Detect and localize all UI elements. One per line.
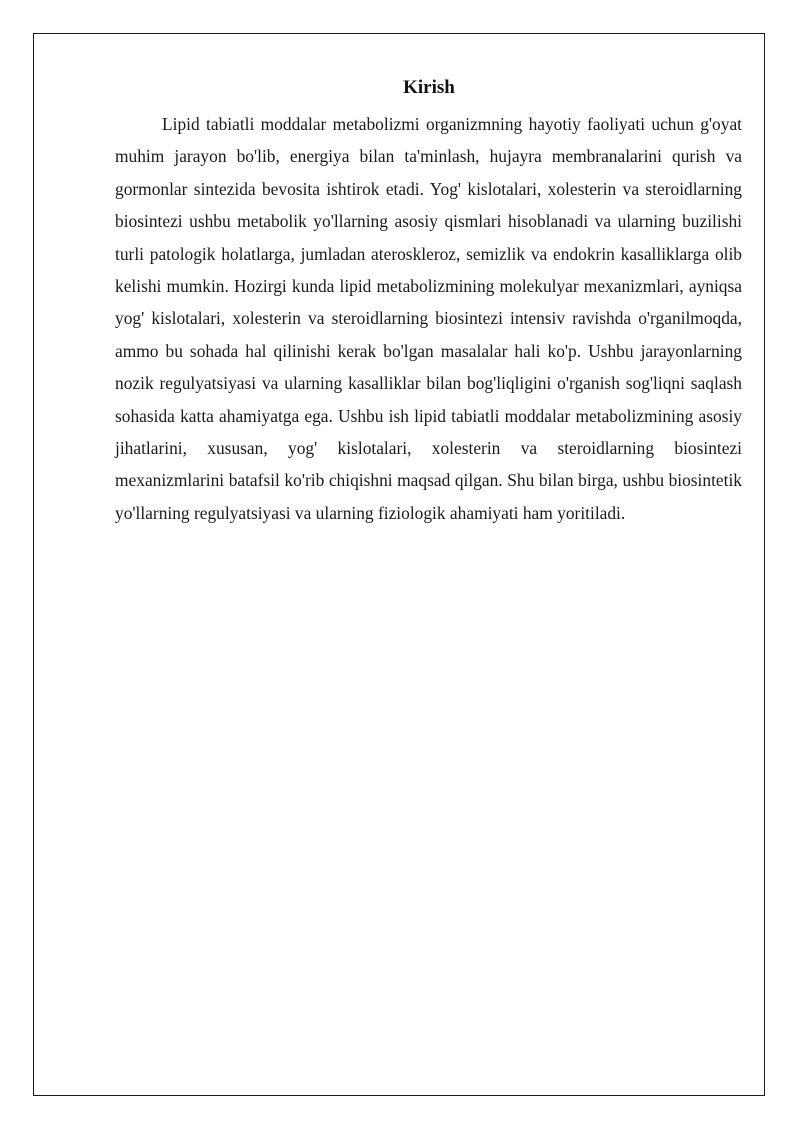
- page-title: Kirish: [403, 77, 455, 98]
- intro-paragraph: Lipid tabiatli moddalar metabolizmi organizmning hayotiy faoliyati uchun g'oyat muhim jarayon bo'lib, energiya bilan ta'minlash, hujayra membranalarini qurish va gormonlar sintezida bevosita ishtirok etadi. Yog' kislotalari, xolesterin va steroidlarning biosintezi ushbu metabolik yo'llarning asosiy qismlari hisoblanadi va ularning buzilishi turli patologik holatlarga, jumladan ateroskleroz, semizlik va endokrin kasalliklarga olib kelishi mumkin. Hozirgi kunda lipid metabolizmining molekulyar mexanizmlari, ayniqsa yog' kislotalari, xolesterin va steroidlarning biosintezi intensiv ravishda o'rganilmoqda, ammo bu sohada hal qilinishi kerak bo'lgan masalalar hali ko'p. Ushbu jarayonlarning nozik regulyatsiyasi va ularning kasalliklar bilan bog'liqligini o'rganish sog'liqni saqlash sohasida katta ahamiyatga ega. Ushbu ish lipid tabiatli moddalar metabolizmining asosiy jihatlarini, xususan, yog' kislotalari, xolesterin va steroidlarning biosintezi mexanizmlarini batafsil ko'rib chiqishni maqsad qilgan. Shu bilan birga, ushbu biosintetik yo'llarning regulyatsiyasi va ularning fiziologik ahamiyati ham yoritiladi.: [115, 114, 742, 523]
